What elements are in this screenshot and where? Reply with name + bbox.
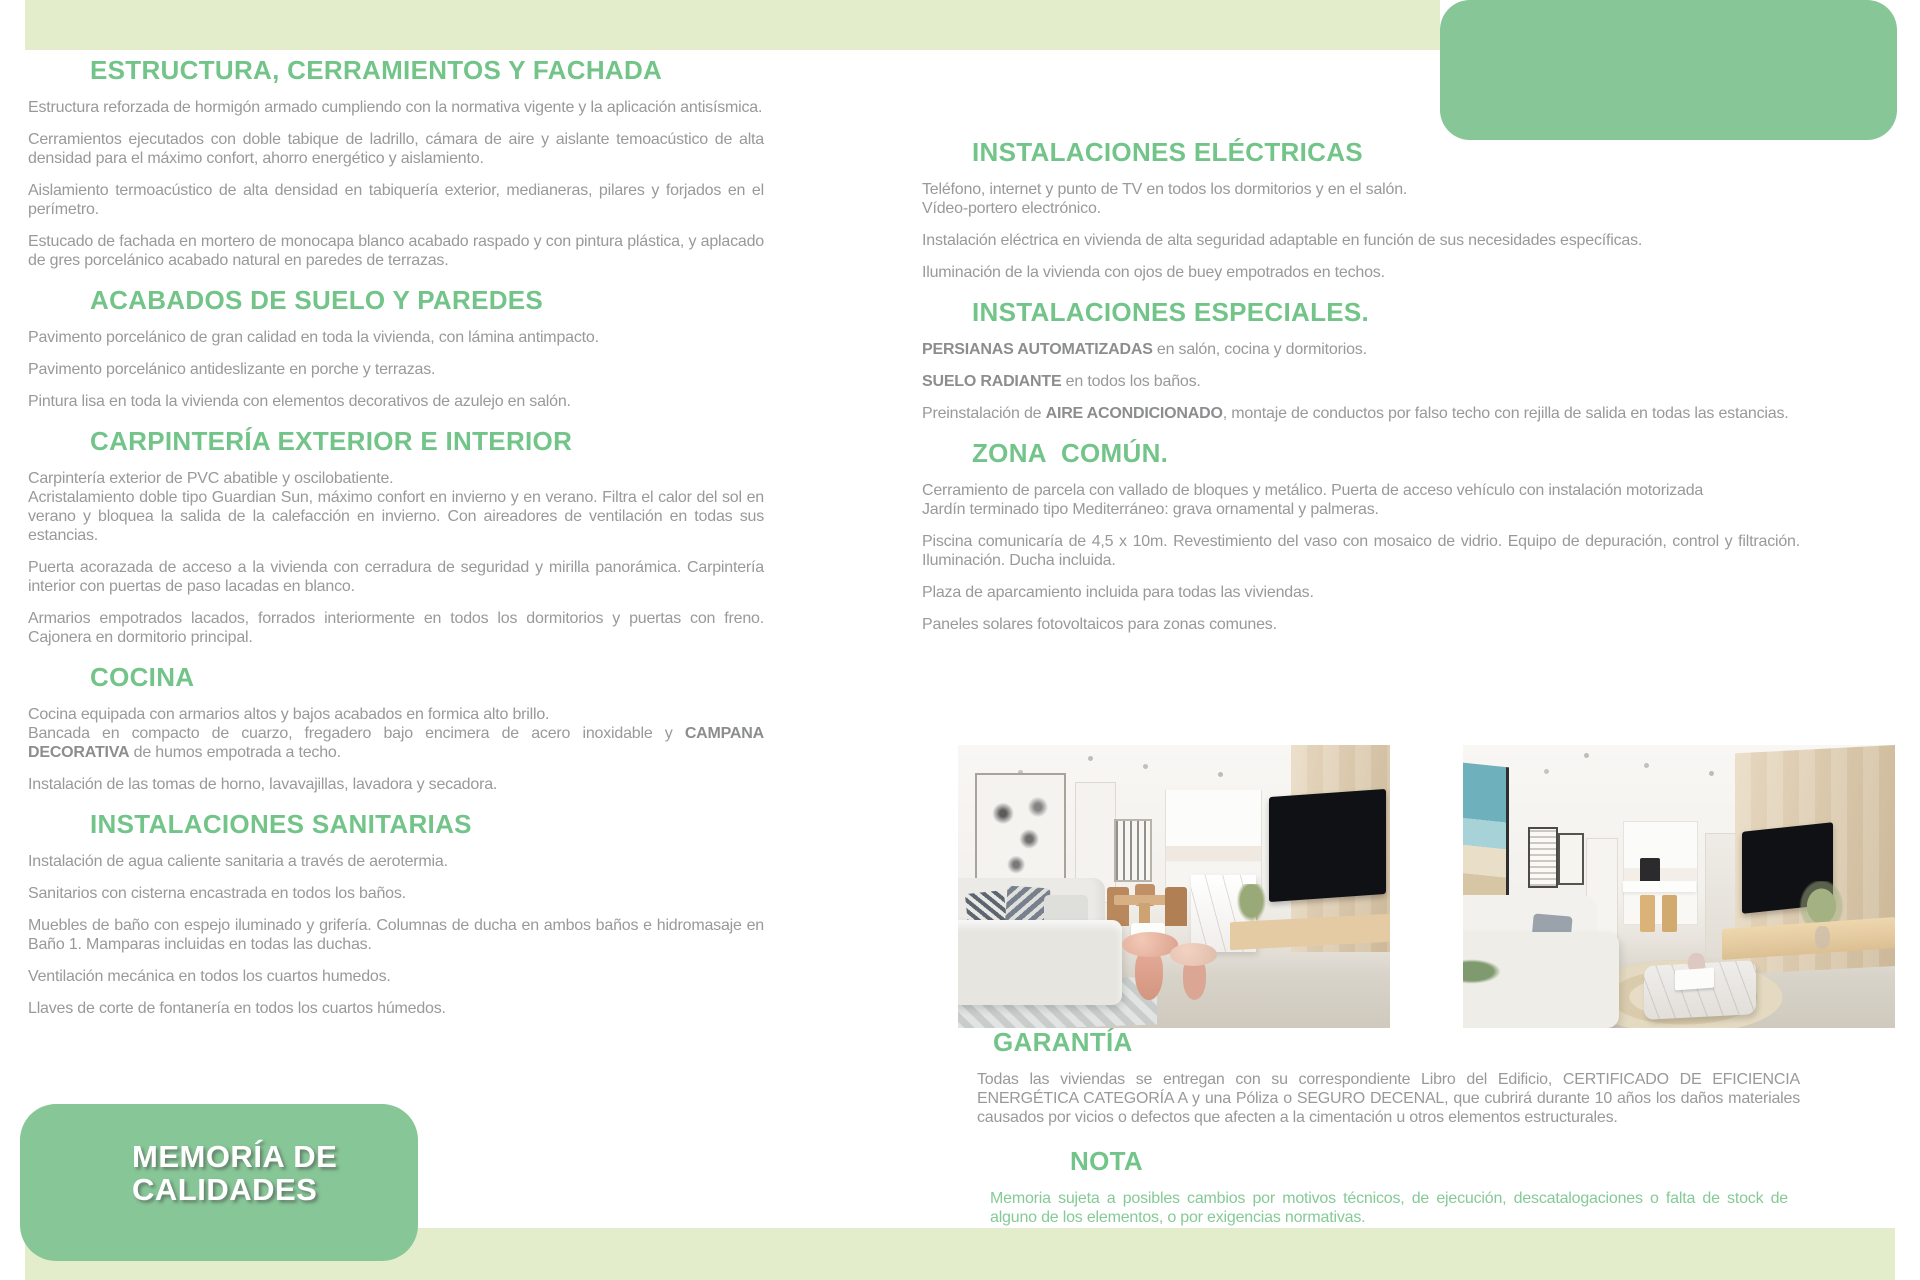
paragraph: Instalación de las tomas de horno, lavavajillas, lavadora y secadora.	[28, 776, 498, 794]
paragraph: Todas las viviendas se entregan con su correspondiente Libro del Edificio, CERTIFICADO DE EFICIENCIA ENERGÉTICA CATEGORÍA A y una Póliza o SEGURO DECENAL, que cubrirá durante 10 años los daños materiales causados por vicios o defectos que afecten a la cimentación u otros elementos estructurales.	[977, 1070, 1800, 1126]
ceiling-spotlights	[1584, 753, 1589, 758]
top-pale-band	[25, 0, 1440, 50]
section-heading-acabados: ACABADOS DE SUELO Y PAREDES	[90, 285, 544, 316]
paragraph: Piscina comunicaría de 4,5 x 10m. Revestimiento del vaso con mosaico de vidrio. Equipo de depuración, control y filtración. Iluminación. Ducha incluida.	[922, 532, 1800, 569]
paragraph: Estucado de fachada en mortero de monocapa blanco acabado raspado y con pintura plástica, y aplacado de gres porcelánico acabado natural en paredes de terrazas.	[28, 233, 764, 270]
section-heading-carpinteria: CARPINTERÍA EXTERIOR E INTERIOR	[90, 426, 573, 457]
paragraph: Puerta acorazada de acceso a la vivienda con cerradura de seguridad y mirilla panorámica. Carpintería interior con puertas de paso lacadas en blanco.	[28, 559, 764, 596]
section-heading-sanitarias: INSTALACIONES SANITARIAS	[90, 809, 472, 840]
memoria-title	[132, 1140, 337, 1207]
paragraph: Ventilación mecánica en todos los cuartos humedos.	[28, 968, 391, 986]
section-heading-nota: NOTA	[1070, 1145, 1143, 1176]
right-column	[922, 138, 1800, 647]
memoria-de-calidades-box	[20, 1104, 418, 1261]
text-run: de humos empotrada a techo.	[129, 744, 341, 762]
paragraph: Carpintería exterior de PVC abatible y oscilobatiente.	[28, 469, 394, 487]
paragraph: Paneles solares fotovoltaicos para zonas comunes.	[922, 616, 1277, 634]
bold-text-run: SUELO RADIANTE	[922, 372, 1062, 390]
memoria-title-line1: MEMORÍA DE	[132, 1139, 338, 1174]
kitchen-counter	[1623, 881, 1696, 892]
paragraph: Iluminación de la vivienda con ojos de buey empotrados en techos.	[922, 263, 1385, 281]
paragraph: Cerramiento de parcela con vallado de bloques y metálico. Puerta de acceso vehículo con instalación motorizada	[922, 481, 1704, 499]
paragraph: Llaves de corte de fontanería en todos los cuartos húmedos.	[28, 1000, 446, 1018]
section-heading-electricas: INSTALACIONES ELÉCTRICAS	[972, 137, 1363, 167]
living-room-photo-1	[958, 745, 1390, 1028]
section-heading-zona-comun: ZONA COMÚN.	[972, 438, 1169, 468]
bar-stool	[1640, 895, 1655, 932]
bold-text-run: CAMPANA DECORATIVA	[28, 725, 764, 762]
memoria-title-line2: CALIDADES	[132, 1172, 318, 1208]
paragraph: Jardín terminado tipo Mediterráneo: grava ornamental y palmeras.	[922, 500, 1379, 518]
section-heading-cocina: COCINA	[90, 662, 195, 693]
bold-text-run: PERSIANAS AUTOMATIZADAS	[922, 340, 1153, 358]
paragraph: Pavimento porcelánico antideslizante en porche y terrazas.	[28, 361, 436, 379]
sofa-seat	[958, 920, 1122, 1005]
paragraph: Acristalamiento doble tipo Guardian Sun, máximo confort en invierno y en verano. Filtra el calor del sol en verano y bloquea la salida de la calefacción en invierno. Con aireadores de ventilación en todas sus estancias.	[28, 489, 764, 545]
wall-art-frame	[1558, 833, 1584, 885]
paragraph: Instalación de agua caliente sanitaria a través de aerotermia.	[28, 853, 448, 871]
right-column-bottom	[922, 1028, 1800, 1240]
bar-stool	[1662, 895, 1677, 932]
paragraph: Pavimento porcelánico de gran calidad en toda la vivienda, con lámina antimpacto.	[28, 329, 599, 346]
paragraph: Estructura reforzada de hormigón armado cumpliendo con la normativa vigente y la aplicación antisísmica.	[28, 98, 763, 116]
left-column	[28, 56, 764, 1031]
paragraph: Pintura lisa en toda la vivienda con elementos decorativos de azulejo en salón.	[28, 393, 571, 411]
paragraph: Cerramientos ejecutados con doble tabique de ladrillo, cámara de aire y aislante temoacústico de alta densidad para el máximo confort, ahorro energético y aislamiento.	[28, 130, 764, 167]
wall-art-frame	[1528, 827, 1558, 888]
books	[1675, 967, 1714, 990]
vase	[1815, 926, 1830, 949]
paragraph: Aislamiento termoacústico de alta densidad en tabiquería exterior, medianeras, pilares y forjados en el perímetro.	[28, 181, 764, 219]
television	[1269, 789, 1386, 902]
paragraph: Plaza de aparcamiento incluida para todas las viviendas.	[922, 584, 1314, 602]
paragraph-with-bold	[922, 404, 1800, 423]
section-heading-especiales: INSTALACIONES ESPECIALES.	[972, 297, 1370, 328]
wall-art-small	[1114, 819, 1153, 882]
text-run: en salón, cocina y dormitorios.	[1152, 340, 1367, 358]
top-right-green-box	[1440, 0, 1897, 140]
kitchen-cabinets	[1623, 821, 1698, 925]
plant-leaf	[1463, 957, 1506, 985]
paragraph-with-bold	[28, 724, 764, 762]
section-heading-estructura: ESTRUCTURA, CERRAMIENTOS Y FACHADA	[90, 55, 663, 85]
paragraph: Muebles de baño con espejo iluminado y grifería. Columnas de ducha en ambos baños e hidromasaje en Baño 1. Mamparas incluidas en todas las duchas.	[28, 917, 764, 954]
text-run: , montaje de conductos por falso techo con rejilla de salida en todas las estancias.	[1222, 404, 1789, 422]
side-table-terracotta	[1170, 943, 1218, 966]
paragraph: Instalación eléctrica en vivienda de alta seguridad adaptable en función de sus necesidades específicas.	[922, 231, 1643, 249]
text-run: Preinstalación de	[922, 404, 1046, 422]
bold-text-run: AIRE ACONDICIONADO	[1045, 404, 1223, 422]
paragraph-with-bold	[922, 340, 1800, 359]
paragraph-nota: Memoria sujeta a posibles cambios por motivos técnicos, de ejecución, descatalogaciones o falta de stock de alguno de los elementos, o por exigencias normativas.	[990, 1189, 1788, 1226]
living-room-photo-2	[1463, 745, 1895, 1028]
paragraph-with-bold	[922, 372, 1800, 391]
paragraph: Sanitarios con cisterna encastrada en todos los baños.	[28, 885, 406, 903]
paragraph: Cocina equipada con armarios altos y bajos acabados en formica alto brillo.	[28, 706, 550, 724]
text-run: en todos los baños.	[1061, 372, 1201, 390]
section-heading-garantia: GARANTÍA	[993, 1027, 1133, 1057]
paragraph: Armarios empotrados lacados, forrados interiormente en todos los dormitorios y puertas con freno. Cajonera en dormitorio principal.	[28, 610, 764, 647]
dining-chair	[1165, 887, 1187, 927]
text-run: Bancada en compacto de cuarzo, fregadero bajo encimera de acero inoxidable y	[28, 725, 685, 743]
paragraph: Teléfono, internet y punto de TV en todos los dormitorios y en el salón.	[922, 180, 1408, 198]
ceiling-spotlights	[1088, 756, 1093, 761]
paragraph: Vídeo-portero electrónico.	[922, 199, 1101, 217]
